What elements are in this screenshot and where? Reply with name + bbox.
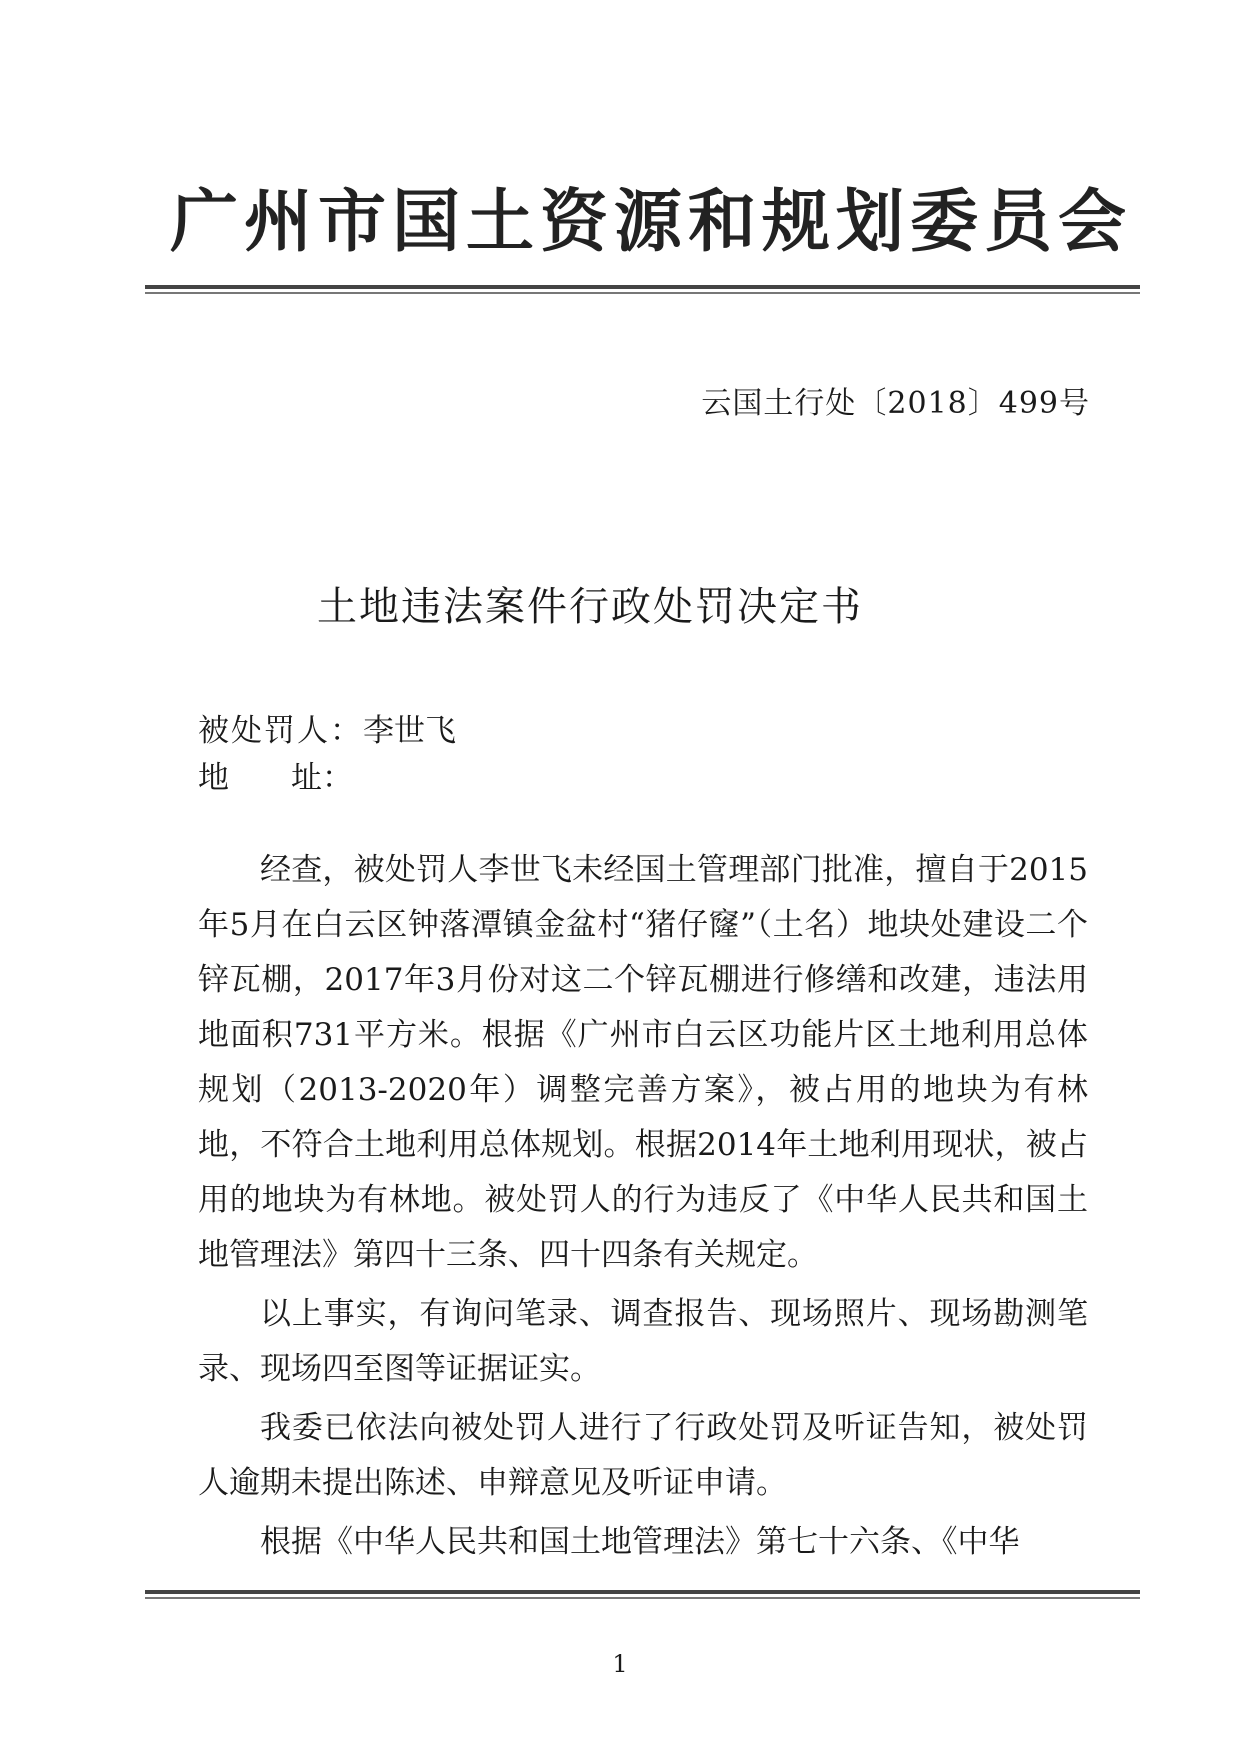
footer-rule — [145, 1590, 1140, 1594]
address-field — [198, 752, 353, 797]
address-label: 地 址： — [198, 760, 353, 796]
respondent-value: 李世飞 — [363, 713, 456, 749]
respondent-label: 被处罚人： — [198, 713, 363, 749]
header-rule — [145, 285, 1140, 289]
paragraph-findings: 经查，被处罚人李世飞未经国土管理部门批准，擅自于2015年5月在白云区钟落潭镇金盆村“猪仔窿”（土名）地块处建设二个锌瓦棚，2017年3月份对这二个锌瓦棚进行修缮和改建，违法用地面积731平方米。根据《广州市白云区功能片区土地利用总体规划（2013-2020年）调整完善方案》，被占用的地块为有林地，不符合土地利用总体规划。根据2014年土地利用现状，被占用的地块为有林地。被处罚人的行为违反了《中华人民共和国土地管理法》第四十三条、四十四条有关规定。 — [198, 852, 1088, 1273]
footer-rule-thin — [145, 1597, 1140, 1599]
paragraph-evidence: 以上事实，有询问笔录、调查报告、现场照片、现场勘测笔录、现场四至图等证据证实。 — [198, 1296, 1088, 1387]
header-rule-thin — [145, 292, 1140, 294]
document-number: 云国土行处〔2018〕499号 — [701, 386, 1090, 421]
document-title: 土地违法案件行政处罚决定书 — [317, 584, 863, 630]
organization-title: 广州市国土资源和规划委员会 — [170, 182, 1133, 262]
paragraph-notice: 我委已依法向被处罚人进行了行政处罚及听证告知，被处罚人逾期未提出陈述、申辩意见及听证申请。 — [198, 1410, 1088, 1501]
respondent-field — [198, 705, 456, 750]
decision-body — [198, 843, 1088, 1574]
paragraph-legal-basis: 根据《中华人民共和国土地管理法》第七十六条、《中华 — [260, 1524, 1020, 1560]
page-number: 1 — [612, 1650, 628, 1678]
